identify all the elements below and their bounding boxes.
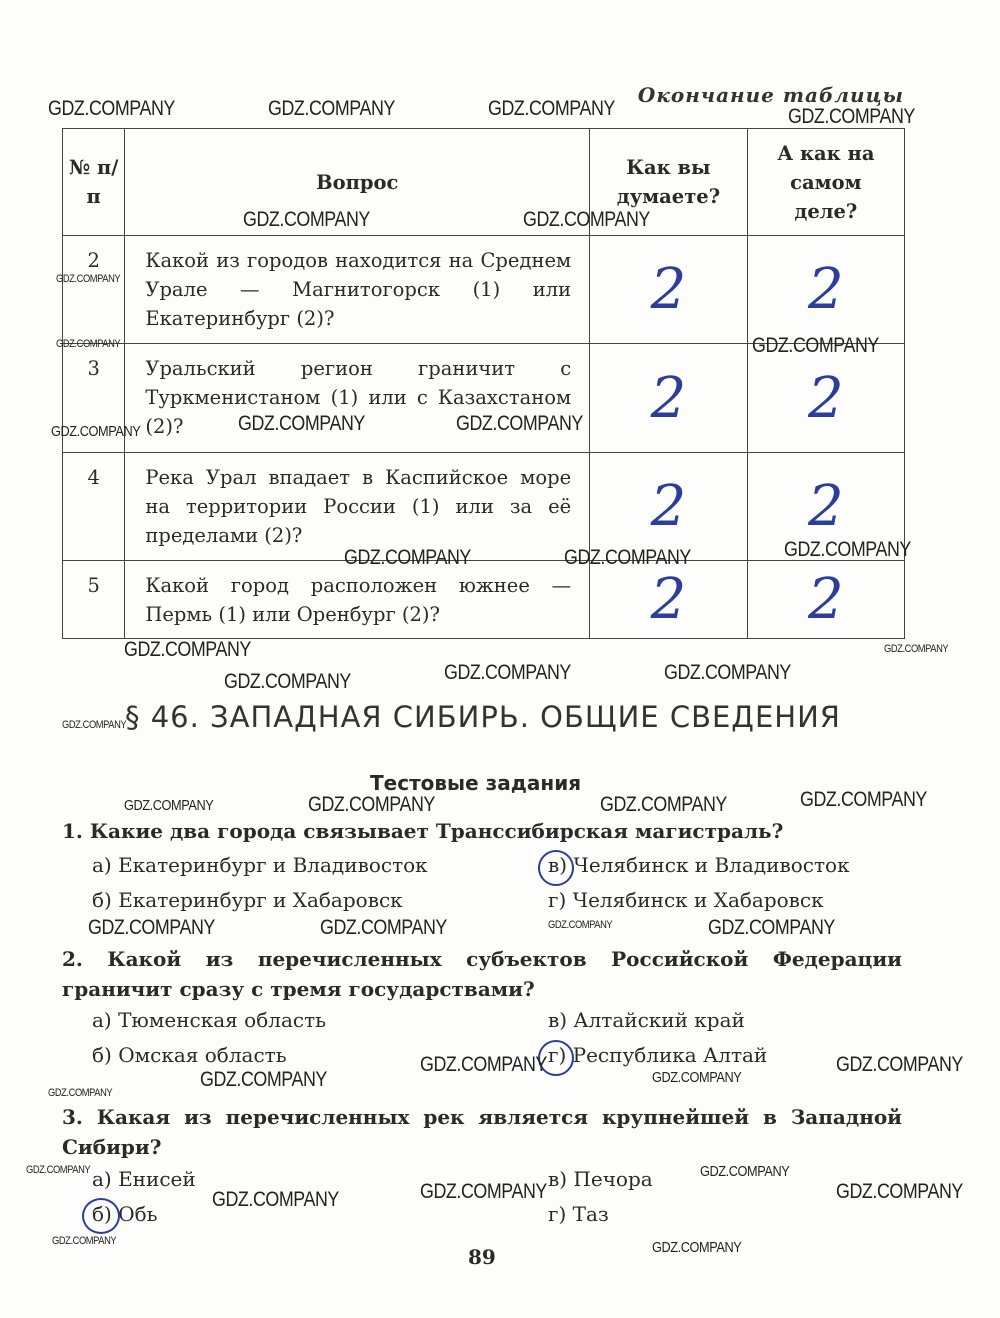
table-row [63, 453, 905, 561]
header-number: № п/п [63, 129, 125, 236]
watermark: GDZ.COMPANY [836, 1053, 963, 1076]
table-header-row [63, 129, 905, 236]
row-number: 4 [63, 453, 125, 561]
option-1b: б) Екатеринбург и Хабаровск [92, 888, 403, 912]
header-question: Вопрос [125, 129, 590, 236]
watermark: GDZ.COMPANY [836, 1180, 963, 1203]
answer-actual: 2 [747, 561, 904, 639]
question-1: 1. Какие два города связывает Транссибирская магистраль? [62, 819, 784, 843]
watermark: GDZ.COMPANY [600, 793, 727, 816]
watermark: GDZ.COMPANY [56, 338, 121, 350]
watermark: GDZ.COMPANY [48, 97, 175, 120]
option-2b: б) Омская область [92, 1043, 287, 1067]
watermark: GDZ.COMPANY [884, 643, 949, 655]
answer-actual: 2 [747, 236, 904, 344]
question-2: 2. Какой из перечисленных субъектов Российской Федерации граничит сразу с тремя государствами? [62, 947, 902, 1001]
option-1v: в) Челябинск и Владивосток [548, 853, 850, 877]
watermark: GDZ.COMPANY [420, 1053, 547, 1076]
watermark: GDZ.COMPANY [268, 97, 395, 120]
watermark: GDZ.COMPANY [752, 334, 879, 357]
table-row [63, 344, 905, 453]
watermark: GDZ.COMPANY [652, 1069, 742, 1086]
answer-circle-mark [538, 850, 574, 886]
watermark: GDZ.COMPANY [52, 1235, 117, 1247]
watermark: GDZ.COMPANY [308, 793, 435, 816]
answer-think: 2 [590, 236, 748, 344]
answer-think: 2 [590, 344, 748, 453]
watermark: GDZ.COMPANY [800, 788, 927, 811]
option-2g: г) Республика Алтай [548, 1043, 768, 1067]
option-3g: г) Таз [548, 1202, 609, 1226]
watermark: GDZ.COMPANY [88, 916, 215, 939]
watermark: GDZ.COMPANY [243, 208, 370, 231]
answer-think: 2 [590, 453, 748, 561]
table-row [63, 561, 905, 639]
watermark: GDZ.COMPANY [456, 412, 583, 435]
option-2a: а) Тюменская область [92, 1008, 327, 1032]
page-number: 89 [468, 1245, 496, 1269]
table-continuation-caption: Окончание таблицы [637, 83, 904, 107]
option-1a: а) Екатеринбург и Владивосток [92, 853, 428, 877]
row-question: Какой из городов находится на Среднем Урале — Магнитогорск (1) или Екатеринбург (2)? [125, 236, 590, 344]
option-2v: в) Алтайский край [548, 1008, 745, 1032]
option-3b: б) Обь [92, 1202, 158, 1226]
option-3a: а) Енисей [92, 1167, 196, 1191]
row-number: 3 [63, 344, 125, 453]
watermark: GDZ.COMPANY [51, 423, 141, 440]
answer-circle-mark [82, 1198, 120, 1234]
watermark: GDZ.COMPANY [784, 538, 911, 561]
watermark: GDZ.COMPANY [444, 661, 571, 684]
watermark: GDZ.COMPANY [700, 1163, 790, 1180]
watermark: GDZ.COMPANY [238, 412, 365, 435]
watermark: GDZ.COMPANY [344, 546, 471, 569]
watermark: GDZ.COMPANY [224, 670, 351, 693]
row-question: Река Урал впадает в Каспийское море на территории России (1) или за её пределами (2)? [125, 453, 590, 561]
watermark: GDZ.COMPANY [664, 661, 791, 684]
watermark: GDZ.COMPANY [26, 1164, 91, 1176]
watermark: GDZ.COMPANY [420, 1180, 547, 1203]
question-3: 3. Какая из перечисленных рек является крупнейшей в Западной Сибири? [62, 1105, 902, 1159]
option-3v: в) Печора [548, 1167, 653, 1191]
watermark: GDZ.COMPANY [523, 208, 650, 231]
watermark: GDZ.COMPANY [124, 638, 251, 661]
watermark: GDZ.COMPANY [48, 1087, 113, 1099]
row-number: 5 [63, 561, 125, 639]
row-number: 2 [63, 236, 125, 344]
subheading: Тестовые задания [370, 771, 582, 795]
watermark: GDZ.COMPANY [62, 719, 127, 731]
questions-table [62, 128, 905, 639]
watermark: GDZ.COMPANY [788, 105, 915, 128]
watermark: GDZ.COMPANY [200, 1068, 327, 1091]
watermark: GDZ.COMPANY [124, 797, 214, 814]
watermark: GDZ.COMPANY [548, 919, 613, 931]
answer-think: 2 [590, 561, 748, 639]
row-question: Уральский регион граничит с Туркменистаном (1) или с Казахстаном (2)? [125, 344, 590, 453]
option-1g: г) Челябинск и Хабаровск [548, 888, 824, 912]
table-row [63, 236, 905, 344]
watermark: GDZ.COMPANY [708, 916, 835, 939]
header-actual: А как на самом деле? [747, 129, 904, 236]
watermark: GDZ.COMPANY [56, 273, 121, 285]
watermark: GDZ.COMPANY [212, 1188, 339, 1211]
watermark: GDZ.COMPANY [320, 916, 447, 939]
section-title: § 46. ЗАПАДНАЯ СИБИРЬ. ОБЩИЕ СВЕДЕНИЯ [125, 700, 841, 734]
watermark: GDZ.COMPANY [564, 546, 691, 569]
answer-actual: 2 [747, 344, 904, 453]
header-think: Как вы думаете? [590, 129, 748, 236]
answer-actual: 2 [747, 453, 904, 561]
watermark: GDZ.COMPANY [652, 1239, 742, 1256]
row-question: Какой город расположен южнее — Пермь (1) или Оренбург (2)? [125, 561, 590, 639]
watermark: GDZ.COMPANY [488, 97, 615, 120]
